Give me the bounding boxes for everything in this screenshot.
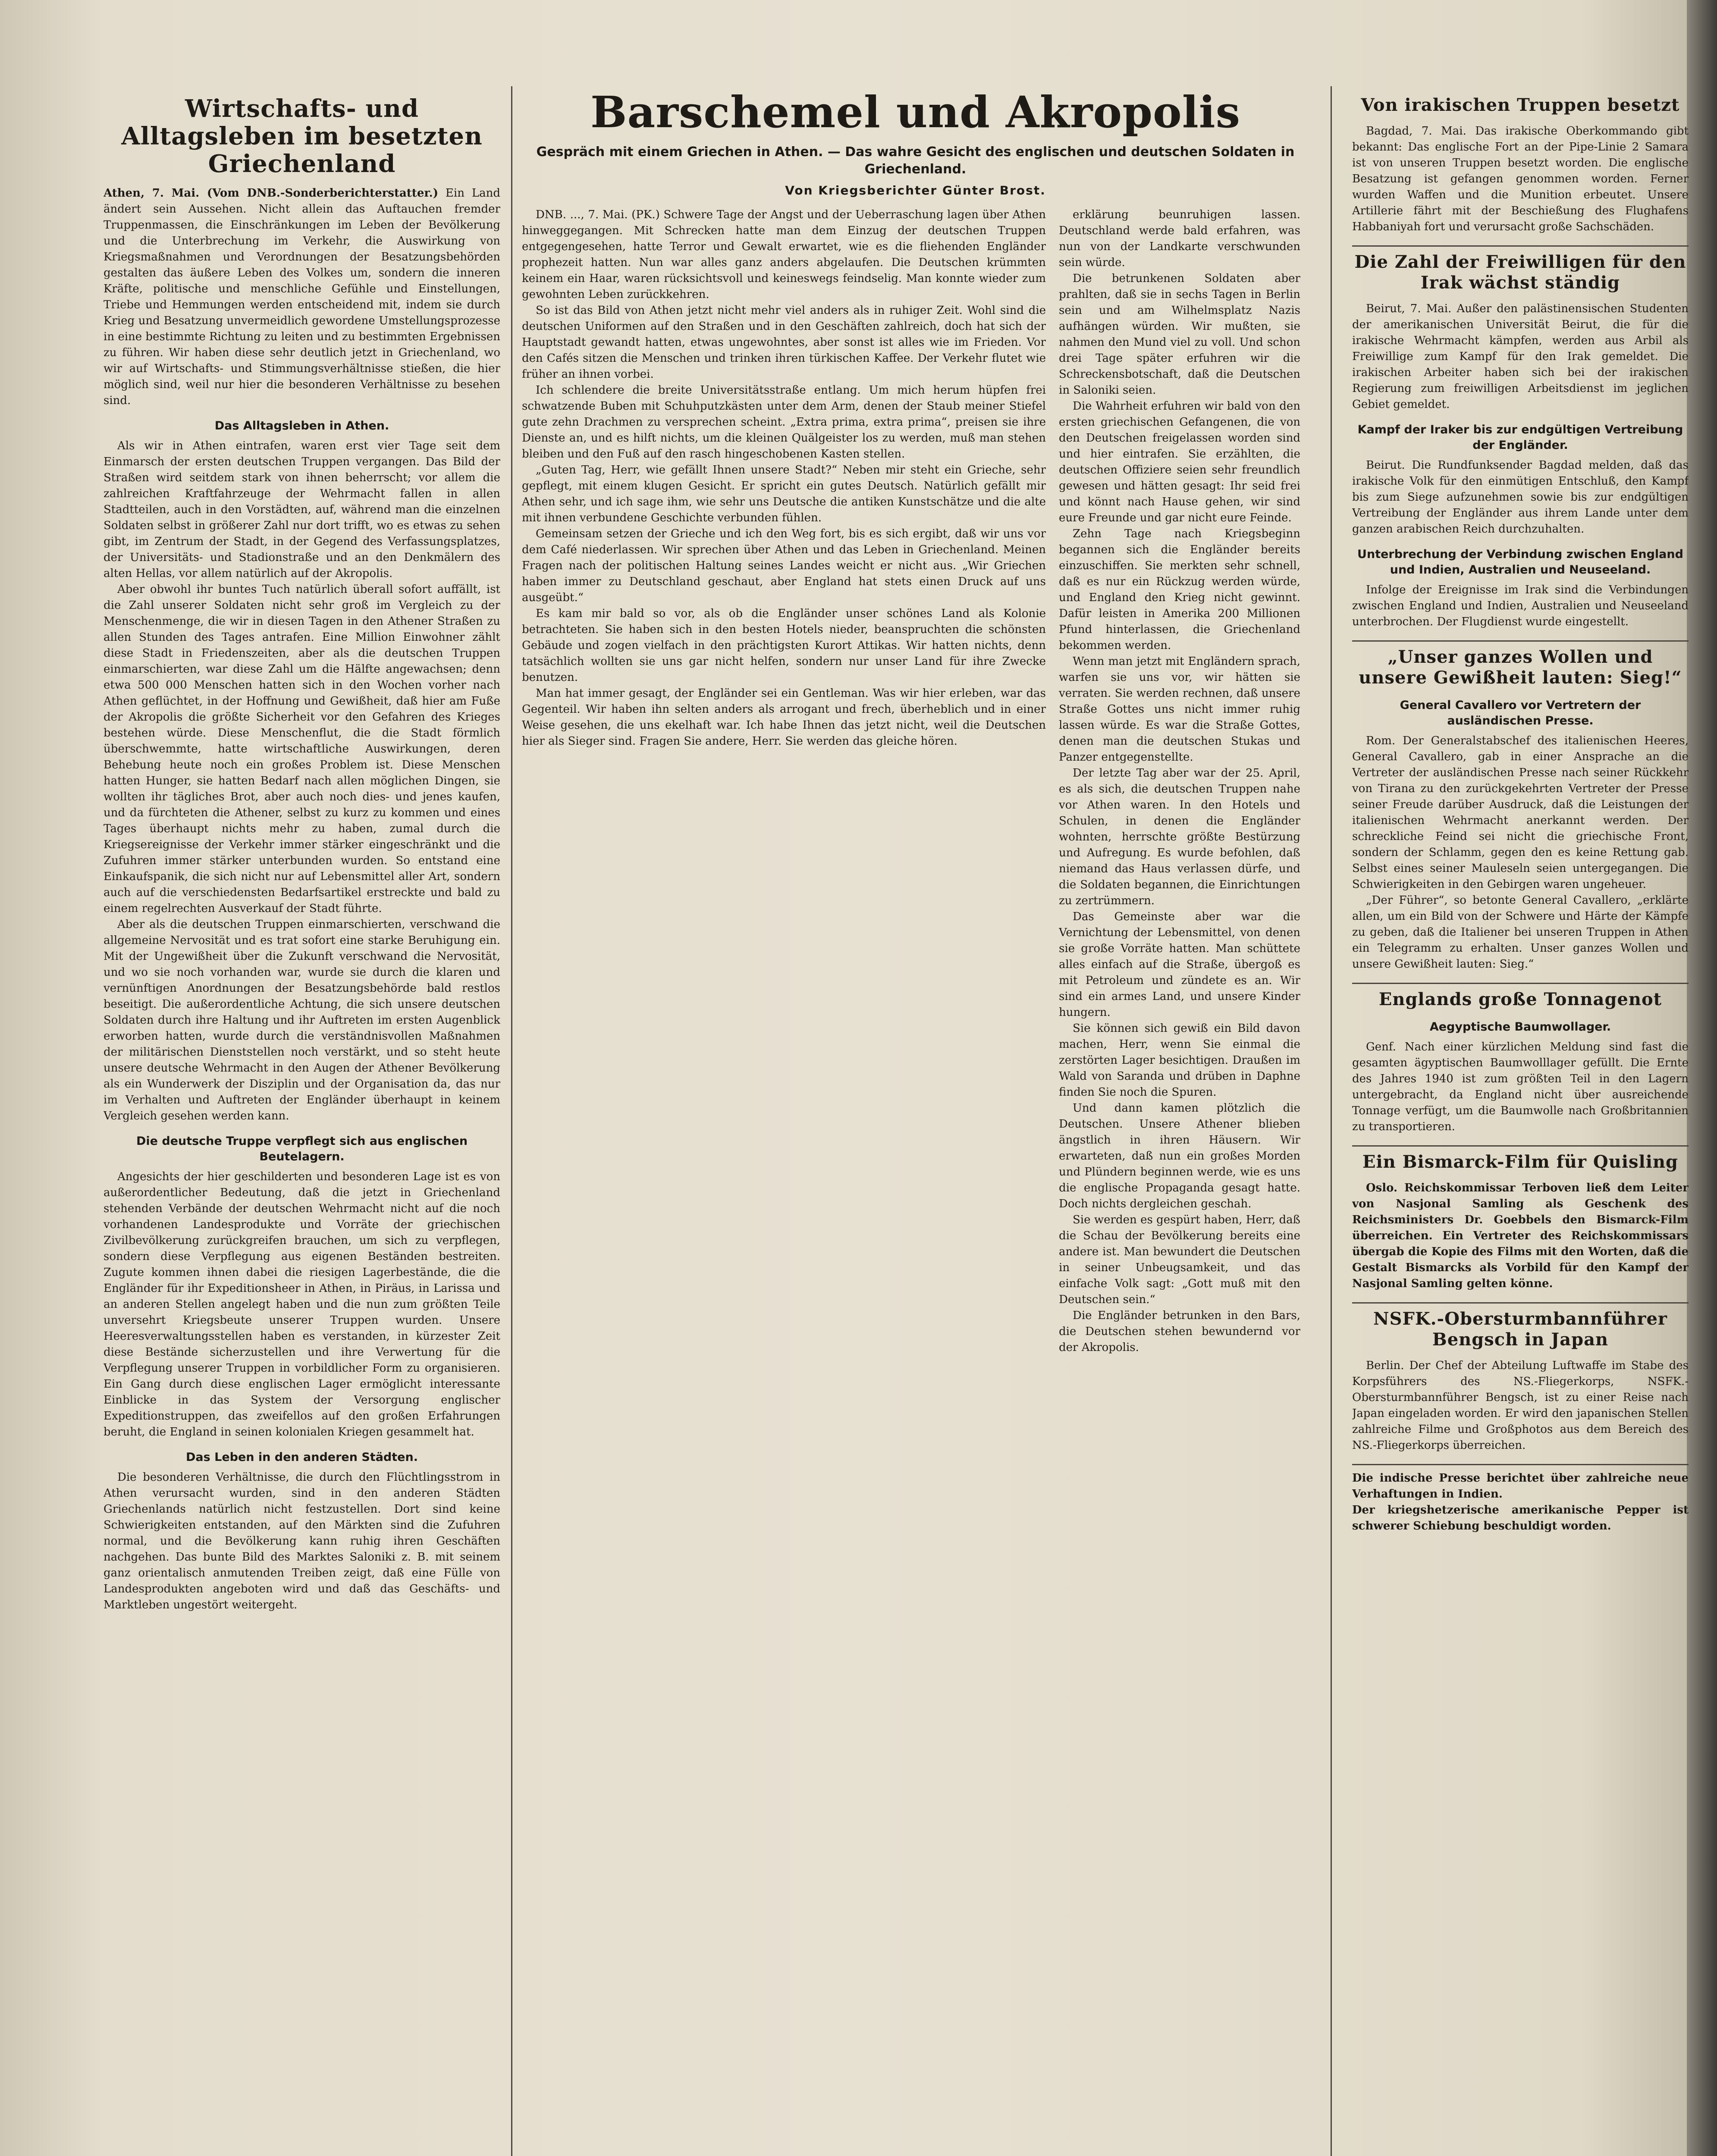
- right-headline: Von irakischen Truppen besetzt: [1361, 95, 1680, 115]
- middle-paragraph: Die betrunkenen Soldaten aber prahlten, daß sie in sechs Tagen in Berlin sein und am Wilhelmsplatz Nazis aufhängen würden. Wir mußten, sie nahmen den Mund viel zu voll. Und schon drei Tage später erfuhren wir die Schreckensbotschaft, daß die Deutschen in Saloniki seien.: [1059, 272, 1300, 397]
- middle-paragraph: Es kam mir bald so vor, als ob die Engländer unser schönes Land als Kolonie betrachteten. Sie haben sich in den besten Hotels nieder, beanspruchten die schönsten Gebäude und zogen vielfach in den prächtigsten Kurort Attikas. Wir hatten nichts, denn tatsächlich wollten sie uns gar nicht helfen, sondern nur unser Land für ihre Zwecke benutzen.: [522, 607, 1046, 684]
- middle-column-1: [522, 207, 1046, 2156]
- right-paragraph: Beirut, 7. Mai. Außer den palästinensischen Studenten der amerikanischen Universität Beirut, die für die irakische Wehrmacht kämpfen, werden aus Arbil als Freiwillige zum Kampf für den Irak gemeldet. Die irakischen Arbeiter haben sich bei der irakischen Regierung zum freiwilligen Arbeitsdienst im jeglichen Gebiet gemeldet.: [1352, 302, 1689, 411]
- right-article: [1352, 245, 1689, 630]
- left-paragraph: Aber als die deutschen Truppen einmarschierten, verschwand die allgemeine Nervosität und es trat sofort eine starke Beruhigung ein. Mit der Ungewißheit über die Zukunft verschwand die Nervosität, und wo sie noch vorhanden war, wurde sie durch die klaren und vernünftigen Anordnungen der Besatzungsbehörde bald restlos beseitigt. Die außerordentliche Achtung, die sich unsere deutschen Soldaten durch ihre Haltung und ihr Auftreten im ersten Augenblick erworben hatten, wurde durch die verständnisvollen Maßnahmen der militärischen Dienststellen noch verstärkt, und so steht heute unsere deutsche Wehrmacht in den Augen der Athener Bevölkerung als ein Wunderwerk der Disziplin und der Organisation da, das nur im Verhalten und Auftreten der Engländer überhaupt in keinem Vergleich gesehen werden kann.: [104, 918, 500, 1122]
- right-column: [1352, 95, 1689, 2156]
- middle-paragraph: Sie werden es gespürt haben, Herr, daß die Schau der Bevölkerung bereits eine andere ist. Man bewundert die Deutschen in seiner Unbeugsamkeit, und das einfache Volk sagt: „Gott muß mit den Deutschen sein.“: [1059, 1213, 1300, 1306]
- middle-article-header: [522, 88, 1309, 205]
- middle-column-2: [1059, 207, 1300, 2156]
- right-headline: Englands große Tonnagenot: [1378, 989, 1662, 1009]
- middle-paragraph: Zehn Tage nach Kriegsbeginn begannen sich die Engländer bereits einzuschiffen. Sie merkten sehr schnell, daß es nur ein Rückzug werden würde, und England den Krieg nicht gewinnt. Dafür leisten in Amerika 200 Millionen Pfund hinterlassen, die Griechenland bekommen werden.: [1059, 527, 1300, 652]
- middle-paragraph: Die Wahrheit erfuhren wir bald von den ersten griechischen Gefangenen, die von den Deutschen freigelassen worden sind und hier eintrafen. Sie erzählten, die deutschen Offiziere seien sehr freundlich gewesen und hätten gesagt: Ihr seid frei und könnt nach Hause gehen, wir sind eure Freunde und gar nicht eure Feinde.: [1059, 400, 1300, 524]
- right-subhead: Unterbrechung der Verbindung zwischen England und Indien, Australien und Neuseeland.: [1357, 548, 1683, 577]
- left-paragraph: Die besonderen Verhältnisse, die durch den Flüchtlingsstrom in Athen verursacht wurden, sind in den anderen Städten Griechenlands natürlich nicht festzustellen. Dort sind keine Schwierigkeiten entstanden, auf den Märkten sind die Zufuhren normal, und die Bevölkerung kann ruhig ihren Geschäften nachgehen. Das bunte Bild des Marktes Saloniki z. B. mit seinem ganz orientalisch anmutenden Treiben zeigt, daß eine Fülle von Landesprodukten angeboten wird und daß das Geschäfts- und Marktleben ungestört weitergeht.: [104, 1471, 500, 1611]
- column-rule: [1331, 86, 1332, 2156]
- right-paragraph: Der kriegshetzerische amerikanische Pepper ist schwerer Schiebung beschuldigt worden.: [1352, 1504, 1689, 1532]
- middle-paragraph: Man hat immer gesagt, der Engländer sei ein Gentleman. Was wir hier erleben, war das Gegenteil. Wir haben ihn selten anders als arrogant und frech, überheblich und in einer Weise gesehen, die uns ekelhaft war. Ich habe Ihnen das jetzt nicht, weil die Deutschen hier als Sieger sind. Fragen Sie andere, Herr. Sie werden das gleiche hören.: [522, 687, 1046, 748]
- left-paragraph: Als wir in Athen eintrafen, waren erst vier Tage seit dem Einmarsch der ersten deutschen Truppen vergangen. Das Bild der Straßen wird seitdem stark von ihnen beherrscht; vor allem die zahlreichen Kraftfahrzeuge der Wehrmacht fallen in allen Stadtteilen, auch in den Vorstädten, auf, während man die einzelnen Soldaten selbst in größerer Zahl nur dort trifft, wo es etwas zu sehen gibt, im Zentrum der Stadt, in der Gegend des Verfassungsplatzes, der Universitäts- und Stadionstraße und an den Denkmälern des alten Hellas, vor allem natürlich auf der Akropolis.: [104, 439, 500, 580]
- middle-byline: Von Kriegsberichter Günter Brost.: [785, 183, 1046, 197]
- middle-paragraph: DNB. ..., 7. Mai. (PK.) Schwere Tage der Angst und der Ueberraschung lagen über Athen hinweggegangen. Mit Schrecken hatte man dem Einzug der deutschen Truppen entgegengesehen, hatte Terror und Gewalt erwartet, wie es die fliehenden Engländer prophezeit hatten. Nun war alles ganz anders abgelaufen. Die Deutschen krümmten keinem ein Haar, waren rücksichtsvoll und keineswegs feindselig. Man konnte wieder zum gewohnten Leben zurückkehren.: [522, 208, 1046, 301]
- right-article: [1352, 983, 1689, 1135]
- column-rule: [511, 86, 512, 2156]
- middle-paragraph: Das Gemeinste aber war die Vernichtung der Lebensmittel, von denen sie große Vorräte hatten. Man schüttete alles einfach auf die Straße, übergoß es mit Petroleum und zündete es an. Wir sind ein armes Land, und unsere Kinder hungern.: [1059, 910, 1300, 1019]
- right-paragraph: Berlin. Der Chef der Abteilung Luftwaffe im Stabe des Korpsführers des NS.-Fliegerkorps, NSFK.-Obersturmbannführer Bengsch, ist zu einer Reise nach Japan eingeladen worden. Er wird den japanischen Stellen zahlreiche Filme und Großphotos aus dem Bereich des NS.-Fliegerkorps überreichen.: [1352, 1359, 1689, 1452]
- left-paragraph: Aber obwohl ihr buntes Tuch natürlich überall sofort auffällt, ist die Zahl unserer Soldaten nicht sehr groß im Vergleich zu der Menschenmenge, die wir in diesen Tagen in den Athener Straßen zu allen Stunden des Tages antrafen. Eine Million Einwohner zählt diese Stadt in Friedenszeiten, aber als die deutschen Truppen einmarschierten, war diese Zahl um die Hälfte angewachsen; denn etwa 500 000 Menschen hatten sich in den Wochen vorher nach Athen geflüchtet, in der Hoffnung und Gewißheit, daß hier am Fuße der Akropolis die größte Sicherheit vor den Gefahren des Krieges bestehen würde. Diese Menschenflut, die die Stadt förmlich überschwemmte, hatte wirtschaftliche Auswirkungen, deren Behebung heute noch ein großes Problem ist. Diese Menschen hatten Hunger, sie hatten Bedarf nach allen möglichen Dingen, sie wollten ihr tägliches Brot, aber auch noch dies- und jenes kaufen, und da fürchteten die Athener, selbst zu kurz zu kommen und eines Tages überhaupt nichts mehr zu haben, zumal durch die Kriegsereignisse der Verkehr immer stärker eingeschränkt und die Zufuhren immer stärker unterbunden wurden. So entstand eine Einkaufspanik, die sich nicht nur auf Lebensmittel aller Art, sondern auch auf die verschiedensten Bedarfsartikel erstreckte und bald zu einem regelrechten Ausverkauf der Stadt führte.: [104, 583, 500, 915]
- right-paragraph: Die indische Presse berichtet über zahlreiche neue Verhaftungen in Indien.: [1352, 1472, 1689, 1501]
- left-subhead: Das Leben in den anderen Städten.: [186, 1451, 418, 1464]
- right-article: [1352, 1302, 1689, 1454]
- middle-paragraph: Ich schlendere die breite Universitätsstraße entlang. Um mich herum hüpfen frei schwatzende Buben mit Schuhputzkästen unter dem Arm, denen der Staub meiner Stiefel gute zehn Drachmen zu versprechen scheint. „Extra prima, extra prima“, preisen sie ihre Dienste an, und es hilft nichts, um die kleinen Quälgeister los zu werden, muß man stehen bleiben und den Fuß auf den rasch hingeschobenen Kasten stellen.: [522, 384, 1046, 461]
- right-paragraph: Bagdad, 7. Mai. Das irakische Oberkommando gibt bekannt: Das englische Fort an der Pipe-Linie 2 Samara ist von unseren Truppen besetzt worden. Die englische Besatzung ist gefangen genommen worden. Ferner wurden Waffen und die Munition erbeutet. Unsere Artillerie fährt mit der Beschießung des Flughafens Habbaniyah fort und verursacht große Sachschäden.: [1352, 125, 1689, 233]
- right-paragraph: Beirut. Die Rundfunksender Bagdad melden, daß das irakische Volk für den einmütigen Entschluß, den Kampf bis zum Siege aufzunehmen sowie bis zur endgültigen Vertreibung der Engländer aus ihrem Lande unter dem ganzen arabischen Reich durchzuhalten.: [1352, 459, 1689, 536]
- middle-paragraph: Und dann kamen plötzlich die Deutschen. Unsere Athener blieben ängstlich in ihren Häusern. Wir erwarteten, daß nun ein großes Morden und Plündern beginnen werde, wie es uns die englische Propaganda gesagt hatte. Doch nichts dergleichen geschah.: [1059, 1102, 1300, 1210]
- middle-paragraph: Sie können sich gewiß ein Bild davon machen, Herr, wenn Sie einmal die zerstörten Lager besichtigen. Draußen im Wald von Saranda und drüben in Daphne finden Sie noch die Spuren.: [1059, 1022, 1300, 1099]
- middle-paragraph: So ist das Bild von Athen jetzt nicht mehr viel anders als in ruhiger Zeit. Wohl sind die deutschen Uniformen auf den Straßen und in den Geschäften zahlreich, doch hat sich der Hauptstadt gewandt hatten, etwas ungewohntes, aber sonst ist alles wie im Frieden. Vor den Cafés sitzen die Menschen und trinken ihren türkischen Kaffee. Der Verkehr flutet wie früher an ihnen vorbei.: [522, 304, 1046, 381]
- dateline-text: Athen, 7. Mai. (Vom DNB.-Sonderberichterstatter.): [104, 187, 439, 200]
- middle-paragraph: Die Engländer betrunken in den Bars, die Deutschen stehen bewundernd vor der Akropolis.: [1059, 1309, 1300, 1354]
- right-paragraph: Genf. Nach einer kürzlichen Meldung sind fast die gesamten ägyptischen Baumwolllager gefüllt. Die Ernte des Jahres 1940 ist zum größten Teil in den Lagern untergebracht, da England nicht über ausreichende Tonnage verfügt, um die Baumwolle nach Großbritannien zu transportieren.: [1352, 1040, 1689, 1133]
- middle-paragraph: Gemeinsam setzen der Grieche und ich den Weg fort, bis es sich ergibt, daß wir uns vor dem Café niederlassen. Wir sprechen über Athen und das Leben in Griechenland. Meinen Fragen nach der politischen Haltung seines Landes weicht er nicht aus. „Wir Griechen haben immer zu Deutschland geschaut, aber England hat stets einen Druck auf uns ausgeübt.“: [522, 527, 1046, 604]
- middle-paragraph: erklärung beunruhigen lassen. Deutschland werde bald erfahren, was nun von der Landkarte verschwunden sein würde.: [1059, 208, 1300, 269]
- left-column: [104, 95, 500, 2156]
- middle-paragraph: „Guten Tag, Herr, wie gefällt Ihnen unsere Stadt?“ Neben mir steht ein Grieche, sehr gepflegt, mit einem klugen Gesicht. Er spricht ein gutes Deutsch. Natürlich gefällt mir Athen sehr, und ich sage ihm, wie sehr uns Deutsche die antiken Kunstschätze und die alte mit ihnen verbundene Geschichte verbunden fühlen.: [522, 464, 1046, 524]
- right-headline: NSFK.-Obersturmbannführer Bengsch in Japan: [1373, 1309, 1667, 1350]
- left-subhead: Die deutsche Truppe verpflegt sich aus englischen Beutelagern.: [136, 1134, 468, 1163]
- right-paragraph: Oslo. Reichskommissar Terboven ließ dem Leiter von Nasjonal Samling als Geschenk des Reichsministers Dr. Goebbels den Bismarck-Film überreichen. Ein Vertreter des Reichskommissars übergab die Kopie des Films mit den Worten, daß die Gestalt Bismarcks als Vorbild für den Kampf der Nasjonal Samling gelten könne.: [1352, 1181, 1689, 1290]
- right-subhead: Aegyptische Baumwollager.: [1429, 1020, 1611, 1034]
- left-headline: Wirtschafts- und Alltagsleben im besetzten Griechenland: [121, 95, 483, 178]
- right-article: [1352, 1145, 1689, 1292]
- left-paragraph: Angesichts der hier geschilderten und besonderen Lage ist es von außerordentlicher Bedeutung, daß die jetzt in Griechenland stehenden Verbände der deutschen Wehrmacht nicht auf die noch vorhandenen Landesprodukte und Vorräte der griechischen Zivilbevölkerung zurückgreifen brauchen, um sich zu verpflegen, sondern diese Verpflegung aus eigenen Beständen bestreiten. Zugute kommen ihnen dabei die riesigen Lagerbestände, die die Engländer für ihr Expeditionsheer in Athen, in Piräus, in Larissa und an anderen Stellen angelegt haben und die nun zum größten Teile unversehrt Kriegsbeute unserer Truppen wurden. Unsere Heeresverwaltungsstellen haben es verstanden, in kürzester Zeit diese Bestände sicherzustellen und ihre Verwertung für die Verpflegung unserer Truppen in vorbildlicher Form zu organisieren. Ein Gang durch diese englischen Lager ermöglicht interessante Einblicke in das System der Versorgung englischer Expeditionstruppen, das zweifellos auf den großen Erfahrungen beruht, die England in seinen kolonialen Kriegen gesammelt hat.: [104, 1170, 500, 1438]
- middle-paragraph: Der letzte Tag aber war der 25. April, es als sich, die deutschen Truppen nahe vor Athen waren. In den Hotels und Schulen, in denen die Engländer wohnten, herrschte größte Bestürzung und Aufregung. Es wurde befohlen, daß niemand das Haus verlassen dürfe, und die Soldaten begannen, die Einrichtungen zu zertrümmern.: [1059, 767, 1300, 907]
- right-headline: Die Zahl der Freiwilligen für den Irak wächst ständig: [1354, 252, 1686, 293]
- right-article: [1352, 1464, 1689, 1534]
- right-subhead: General Cavallero vor Vertretern der ausländischen Presse.: [1400, 699, 1641, 727]
- right-paragraph: „Der Führer“, so betonte General Cavallero, „erklärte allen, um ein Bild von der Schwere und Härte der Kämpfe zu geben, daß die Italiener bei unseren Truppen in Athen ein Telegramm zu erhalten. Unser ganzes Wollen und unsere Gewißheit lauten: Sieg.“: [1352, 894, 1689, 971]
- middle-deck: Gespräch mit einem Griechen in Athen. — Das wahre Gesicht des englischen und deutschen Soldaten in Griechenland.: [536, 144, 1295, 177]
- page-binding-edge: [1687, 0, 1717, 2156]
- right-headline: „Unser ganzes Wollen und unsere Gewißheit lauten: Sieg!“: [1359, 647, 1682, 688]
- right-subhead: Kampf der Iraker bis zur endgültigen Vertreibung der Engländer.: [1357, 423, 1683, 452]
- middle-paragraph: Wenn man jetzt mit Engländern sprach, warfen sie uns vor, wir hätten sie verraten. Sie werden rechnen, daß unsere Straße Gottes uns nicht immer ruhig lassen würde. Es war die Straße Gottes, denen man die deutschen Stukas und Panzer entgegenstellte.: [1059, 655, 1300, 764]
- right-paragraph: Rom. Der Generalstabschef des italienischen Heeres, General Cavallero, gab in einer Ansprache an die Vertreter der ausländischen Presse nach seiner Rückkehr von Tirana zu den zurückgekehrten Vertreter der Presse seiner Freude darüber Ausdruck, daß die Leistungen der italienischen Wehrmacht anerkannt werden. Der schreckliche Feind sei nicht die griechische Front, sondern der Schlamm, gegen den es keine Rettung gab. Selbst eines seiner Mauleseln seien untergegangen. Die Schwierigkeiten in den Gebirgen waren ungeheuer.: [1352, 734, 1689, 891]
- middle-headline: Barschemel und Akropolis: [590, 87, 1241, 138]
- left-subhead: Das Alltagsleben in Athen.: [214, 419, 389, 432]
- left-dateline: [104, 185, 500, 409]
- right-headline: Ein Bismarck-Film für Quisling: [1362, 1152, 1678, 1172]
- right-article: [1352, 640, 1689, 972]
- right-paragraph: Infolge der Ereignisse im Irak sind die Verbindungen zwischen England und Indien, Australien und Neuseeland unterbrochen. Der Flugdienst wurde eingestellt.: [1352, 583, 1689, 628]
- lead-text: Ein Land ändert sein Aussehen. Nicht allein das Auftauchen fremder Truppenmassen, die Einschränkungen im Leben der Bevölkerung und die Unterbrechung im Verkehr, die Auswirkung von Kriegsmaßnahmen und Verordnungen der Besatzungsbehörden gestalten das äußere Leben des Volkes um, sondern die inneren Kräfte, politische und menschliche Gefühle und Einstellungen, Triebe und Hemmungen werden entscheidend mit, indem sie durch Krieg und Besatzung unvermeidlich gewordene Umstellungsprozesse in eine bestimmte Richtung zu leiten und zu bestimmten Ergebnissen zu führen. Wir haben diese sehr deutlich jetzt in Griechenland, wo wir auf Wirtschafts- und Stimmungsverhältnisse stießen, die hier möglich sind, weil nur hier die besonderen Verhältnisse zu besehen sind.: [104, 187, 500, 407]
